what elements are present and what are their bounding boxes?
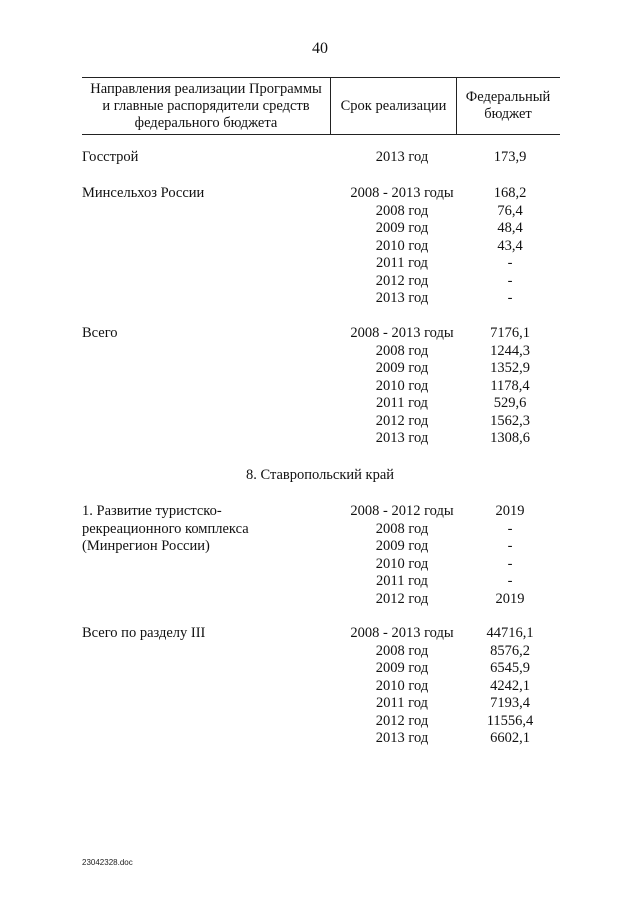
table-row (82, 712, 560, 730)
table-row (82, 694, 560, 712)
row-budget: - (507, 272, 513, 289)
table-row (82, 659, 560, 677)
table-row (82, 677, 560, 695)
row-budget: 7176,1 (490, 325, 530, 341)
row-budget: 43,4 (497, 237, 523, 254)
row-period: 2013 год (375, 730, 429, 746)
header-directions-line-1: Направления реализации Программы (90, 80, 322, 97)
row-period: 2010 год (375, 237, 429, 254)
header-period-label: Срок реализации (340, 97, 447, 114)
table-row (82, 254, 560, 272)
table-row (82, 184, 560, 202)
row-name: Всего (82, 325, 118, 341)
table-row (82, 289, 560, 307)
header-directions-line-2: и главные распорядители средств (102, 97, 310, 114)
table-row (82, 377, 560, 395)
row-period: 2009 год (375, 220, 429, 236)
table-row (82, 202, 560, 220)
row-budget: 8576,2 (490, 642, 530, 659)
row-budget: 168,2 (493, 185, 527, 201)
table-row (82, 590, 560, 608)
row-period: 2008 - 2012 годы (350, 503, 454, 519)
row-period: 2013 год (375, 149, 429, 165)
table-row (82, 572, 560, 590)
row-period: 2010 год (375, 677, 429, 694)
table-row (82, 555, 560, 573)
header-budget-line-1: Федеральный (465, 89, 551, 105)
row-name: Всего по разделу III (82, 625, 206, 641)
row-name: Минсельхоз России (82, 185, 205, 201)
row-period: 2009 год (375, 360, 429, 376)
header-period (330, 78, 457, 134)
row-budget: 1178,4 (490, 377, 530, 394)
table-row (82, 642, 560, 660)
table-row (82, 429, 560, 447)
table-row (82, 237, 560, 255)
row-name: 1. Развитие туристско- (82, 503, 222, 519)
table-row (82, 342, 560, 360)
table-row (82, 537, 560, 555)
row-period: 2012 год (375, 712, 429, 729)
row-budget: - (507, 555, 513, 572)
row-period: 2009 год (375, 660, 429, 676)
row-budget: 2019 (495, 590, 525, 607)
section-title: 8. Ставропольский край (245, 467, 395, 483)
table-header (82, 77, 560, 135)
header-directions-line-3: федерального бюджета (134, 114, 278, 131)
row-budget: 1244,3 (490, 342, 530, 359)
row-budget: - (507, 290, 513, 306)
header-budget (456, 78, 560, 134)
table-row (82, 272, 560, 290)
row-period: 2008 год (375, 520, 429, 537)
row-period: 2010 год (375, 377, 429, 394)
row-budget: 2019 (495, 503, 525, 519)
row-period: 2008 - 2013 годы (350, 185, 454, 201)
row-budget: 1562,3 (490, 412, 530, 429)
row-budget: 48,4 (497, 220, 523, 236)
row-budget: - (507, 538, 513, 554)
row-period: 2012 год (375, 272, 429, 289)
row-period: 2011 год (376, 255, 428, 271)
table-row (82, 729, 560, 747)
table-row (82, 219, 560, 237)
row-budget: - (507, 573, 513, 589)
row-period: 2011 год (376, 573, 428, 589)
table-row (82, 324, 560, 342)
row-period: 2010 год (375, 555, 429, 572)
row-budget: 1308,6 (490, 430, 530, 446)
row-name: Госстрой (82, 149, 139, 165)
row-period: 2008 год (375, 642, 429, 659)
row-budget: 11556,4 (486, 712, 534, 729)
document-filename: 23042328.doc (82, 858, 133, 867)
table-row (82, 359, 560, 377)
row-budget: 1352,9 (490, 360, 530, 376)
row-period: 2011 год (376, 395, 428, 411)
row-period: 2009 год (375, 538, 429, 554)
row-period: 2013 год (375, 290, 429, 306)
header-budget-line-2: бюджет (484, 106, 532, 122)
page-number: 40 (312, 40, 328, 57)
row-budget: 173,9 (493, 149, 527, 165)
row-period: 2008 - 2013 годы (350, 325, 454, 341)
table-row (82, 148, 560, 166)
table-row (82, 502, 560, 520)
row-budget: 6602,1 (490, 730, 530, 746)
row-budget: 529,6 (493, 395, 527, 411)
table-row (82, 412, 560, 430)
table-row (82, 520, 560, 538)
row-budget: - (507, 520, 513, 537)
row-budget: 7193,4 (490, 695, 530, 711)
row-name: рекреационного комплекса (82, 520, 249, 537)
table-row (82, 624, 560, 642)
table-row (82, 394, 560, 412)
header-directions (82, 78, 330, 134)
row-period: 2013 год (375, 430, 429, 446)
row-period: 2012 год (375, 412, 429, 429)
row-period: 2008 год (375, 202, 429, 219)
row-period: 2008 год (375, 342, 429, 359)
row-name: (Минрегион России) (82, 538, 210, 554)
row-budget: - (507, 255, 513, 271)
row-period: 2012 год (375, 590, 429, 607)
row-budget: 44716,1 (486, 625, 534, 641)
row-period: 2011 год (376, 695, 428, 711)
row-budget: 4242,1 (490, 677, 530, 694)
row-period: 2008 - 2013 годы (350, 625, 454, 641)
row-budget: 6545,9 (490, 660, 530, 676)
row-budget: 76,4 (497, 202, 523, 219)
